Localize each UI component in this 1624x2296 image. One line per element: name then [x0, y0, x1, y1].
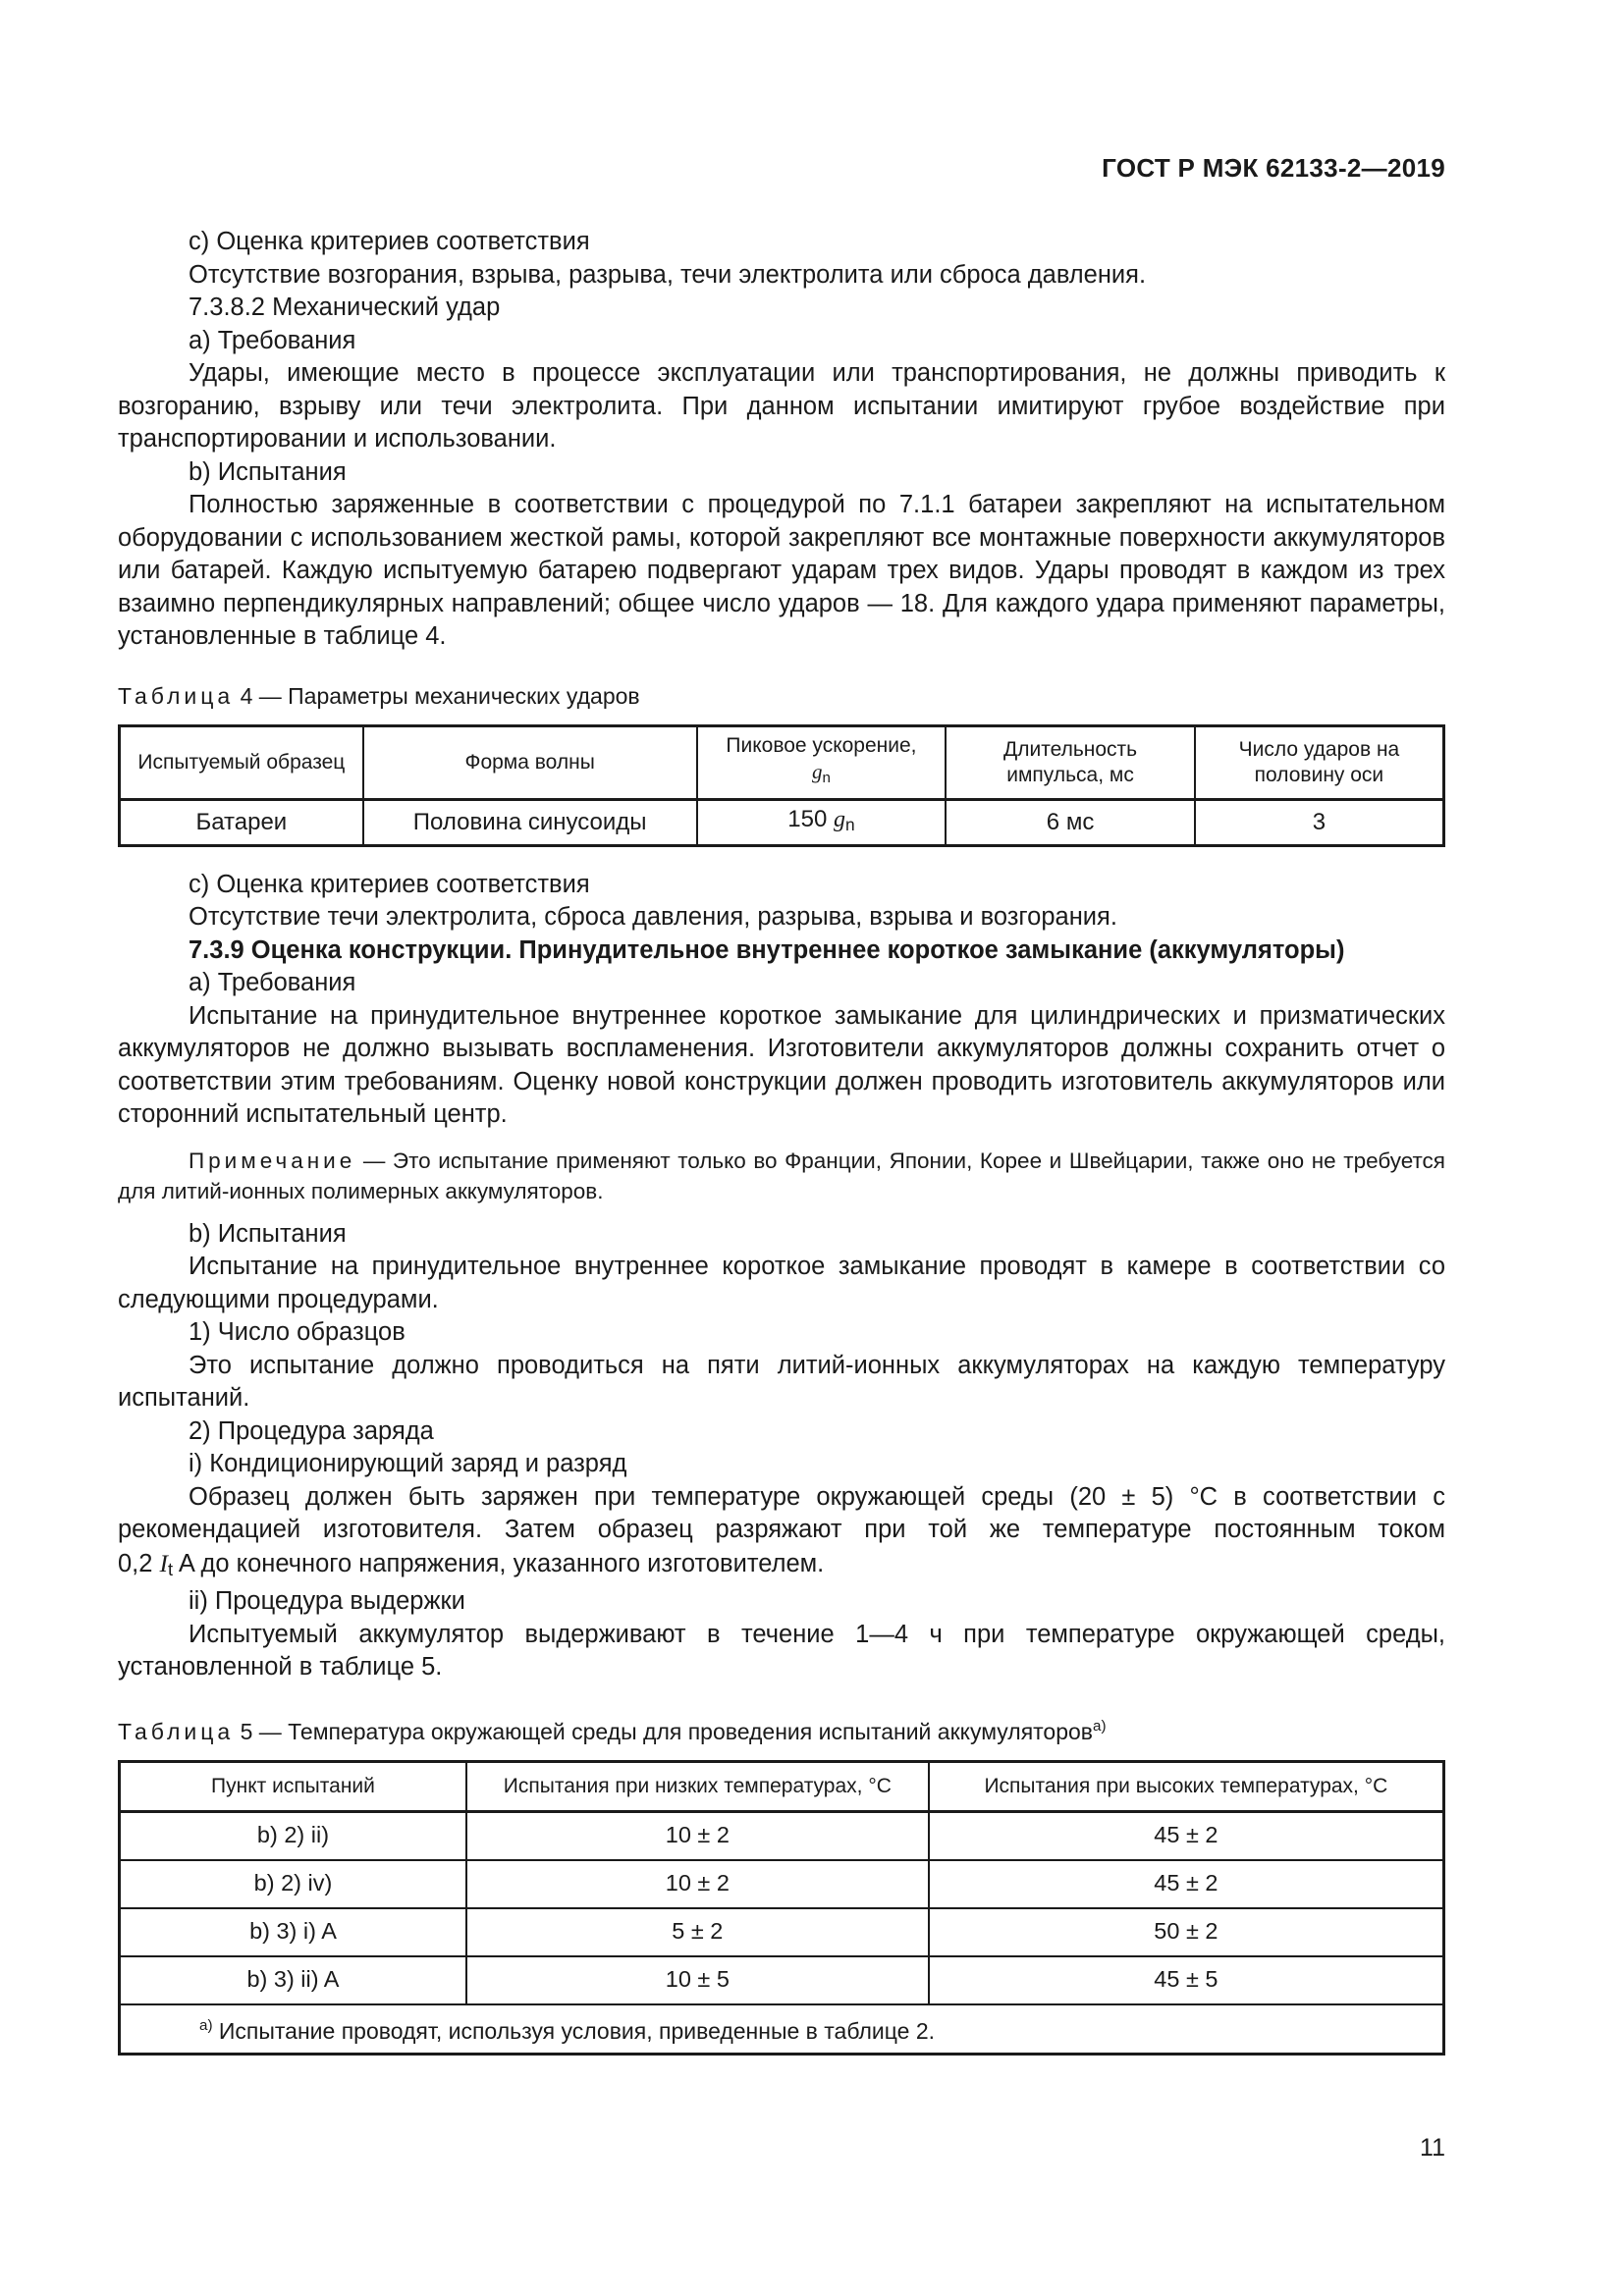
paragraph: Образец должен быть заряжен при температуре окружающей среды (20 ± 5) °С в соответствии с рекомендацией изготовителя. Затем образец разряжают при той же температуре постоянным током: [118, 1482, 1445, 1543]
table-cell: [697, 799, 947, 845]
table-4-caption: [118, 681, 1445, 711]
table-cell: b) 3) ii) A: [120, 1956, 466, 2004]
paragraph: Отсутствие возгорания, взрыва, разрыва, течи электролита или сброса давления.: [189, 260, 1147, 289]
table-cell: b) 2) iv): [120, 1860, 466, 1908]
subscript: t: [168, 1558, 174, 1579]
cell-text: 150: [787, 805, 834, 832]
table-header-cell: Длительность импульса, мс: [946, 725, 1195, 799]
table-header-cell: [697, 725, 947, 799]
table-cell: 6 мс: [946, 799, 1195, 845]
paragraph: Это испытание должно проводиться на пяти литий-ионных аккумуляторах на каждую температуру испытаний.: [118, 1351, 1445, 1412]
paragraph: Удары, имеющие место в процессе эксплуатации или транспортирования, не должны приводить к возгоранию, взрыву или течи электролита. При данном испытании имитируют грубое воздействие при транспортировании и использовании.: [118, 359, 1445, 453]
symbol: g: [811, 760, 823, 783]
table-5: [118, 1760, 1445, 2056]
table-header-cell: Форма волны: [363, 725, 697, 799]
table-row: [120, 1956, 1444, 2004]
table-cell: 45 ± 2: [929, 1811, 1444, 1860]
paragraph: a) Требования: [189, 969, 356, 996]
table-footnote-row: [120, 2004, 1444, 2055]
table-header-row: [120, 1761, 1444, 1811]
table-cell: 45 ± 2: [929, 1860, 1444, 1908]
paragraph: c) Оценка критериев соответствия: [189, 228, 590, 255]
table-row: [120, 1860, 1444, 1908]
caption-label: Таблица: [118, 682, 235, 709]
paragraph: Испытание на принудительное внутреннее короткое замыкание для цилиндрических и призматических аккумуляторов не должно вызывать воспламенения. Изготовители аккумуляторов должны сохранить отчет о соответствии этим требованиям. Оценку новой конструкции должен проводить изготовитель аккумуляторов или сторонний испытательный центр.: [118, 1001, 1445, 1128]
table-header-cell: Испытуемый образец: [120, 725, 363, 799]
table-cell: 50 ± 2: [929, 1908, 1444, 1956]
table-row: [120, 1811, 1444, 1860]
paragraph: a) Требования: [189, 326, 356, 354]
text: 0,2: [118, 1549, 160, 1577]
footnote-text: Испытание проводят, используя условия, приведенные в таблице 2.: [212, 2017, 936, 2044]
subscript: n: [822, 770, 831, 786]
paragraph: Испытуемый аккумулятор выдерживают в течение 1—4 ч при температуре окружающей среды, установленной в таблице 5.: [118, 1620, 1445, 1681]
symbol: g: [834, 806, 845, 832]
table-cell: 10 ± 2: [466, 1860, 929, 1908]
table-cell: 10 ± 2: [466, 1811, 929, 1860]
superscript: а): [1093, 1717, 1107, 1735]
note-text: — Это испытание применяют только во Франции, Японии, Корее и Швейцарии, также оно не требуется для литий-ионных полимерных аккумуляторов.: [118, 1148, 1445, 1203]
section-heading: 7.3.9 Оценка конструкции. Принудительное внутреннее короткое замыкание (аккумуляторы): [189, 935, 1345, 964]
symbol: I: [159, 1548, 169, 1577]
section-heading: 7.3.8.2 Механический удар: [189, 294, 501, 321]
paragraph: ii) Процедура выдержки: [189, 1587, 465, 1615]
table-cell: 3: [1195, 799, 1444, 845]
header-text: Пиковое ускорение,: [726, 734, 917, 757]
table-4: [118, 724, 1445, 847]
table-5-caption: [118, 1712, 1445, 1746]
table-cell: 45 ± 5: [929, 1956, 1444, 2004]
paragraph: 1) Число образцов: [189, 1318, 406, 1346]
table-row: [120, 1908, 1444, 1956]
table-row: [120, 799, 1444, 845]
table-footnote: [120, 2004, 1444, 2055]
document-body: [118, 226, 1445, 2056]
text: A до конечного напряжения, указанного изготовителем.: [173, 1549, 825, 1577]
superscript: а): [199, 2016, 213, 2034]
document-header: ГОСТ Р МЭК 62133-2—2019: [1102, 153, 1445, 183]
paragraph: i) Кондиционирующий заряд и разряд: [189, 1450, 627, 1477]
table-header-cell: Пункт испытаний: [120, 1761, 466, 1811]
paragraph: b) Испытания: [189, 457, 347, 486]
table-cell: b) 2) ii): [120, 1811, 466, 1860]
paragraph: c) Оценка критериев соответствия: [189, 870, 590, 898]
caption-text: 5 — Температура окружающей среды для проведения испытаний аккумуляторов: [234, 1718, 1094, 1744]
page-number: 11: [1420, 2134, 1445, 2162]
table-header-cell: Число ударов на половину оси: [1195, 725, 1444, 799]
paragraph: Испытание на принудительное внутреннее короткое замыкание проводят в камере в соответствии со следующими процедурами.: [118, 1253, 1445, 1313]
paragraph: 2) Процедура заряда: [189, 1416, 434, 1445]
table-cell: 5 ± 2: [466, 1908, 929, 1956]
table-cell: Половина синусоиды: [363, 799, 697, 845]
table-cell: b) 3) i) A: [120, 1908, 466, 1956]
paragraph: [118, 1547, 1445, 1586]
table-header-row: [120, 725, 1444, 799]
table-header-cell: Испытания при низких температурах, °С: [466, 1761, 929, 1811]
paragraph: b) Испытания: [189, 1219, 347, 1248]
note: [118, 1146, 1445, 1206]
table-cell: Батареи: [120, 799, 363, 845]
paragraph: Отсутствие течи электролита, сброса давления, разрыва, взрыва и возгорания.: [189, 903, 1117, 931]
note-label: Примечание: [189, 1148, 356, 1173]
table-header-cell: Испытания при высоких температурах, °С: [929, 1761, 1444, 1811]
subscript: n: [845, 814, 855, 834]
caption-text: 4 — Параметры механических ударов: [234, 682, 640, 709]
table-cell: 10 ± 5: [466, 1956, 929, 2004]
paragraph: Полностью заряженные в соответствии с процедурой по 7.1.1 батареи закрепляют на испытательном оборудовании с использованием жесткой рамы, которой закрепляют все монтажные поверхности аккумуляторов или батарей. Каждую испытуемую батарею подвергают ударам трех видов. Удары проводят в каждом из трех взаимно перпендикулярных направлений; общее число ударов — 18. Для каждого удара применяют параметры, установленные в таблице 4.: [118, 491, 1445, 650]
caption-label: Таблица: [118, 1718, 235, 1744]
